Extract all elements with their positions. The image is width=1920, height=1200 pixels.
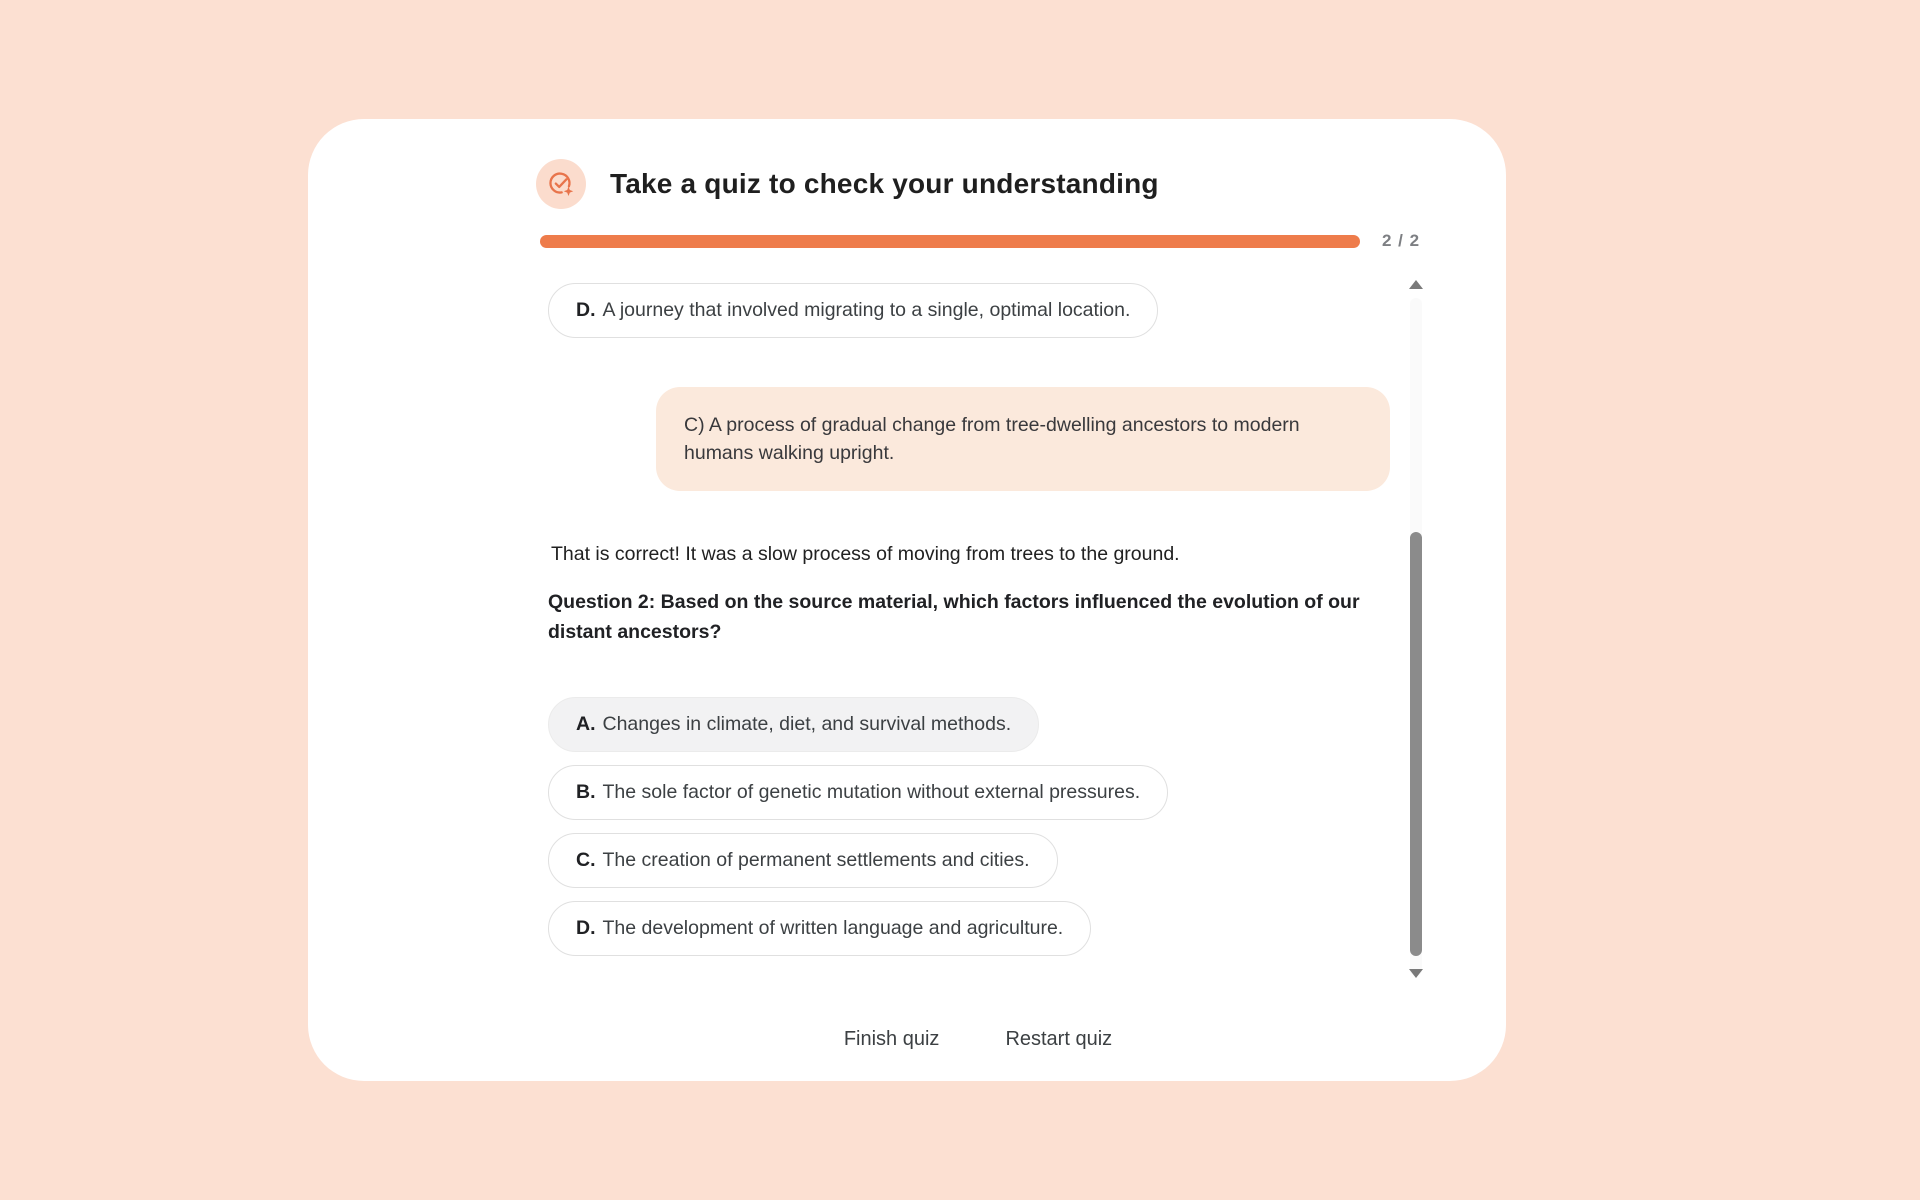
- option-letter: C.: [576, 849, 596, 871]
- progress-row: [540, 231, 1420, 251]
- quiz-header: [536, 159, 1159, 209]
- restart-quiz-button[interactable]: Restart quiz: [987, 1020, 1130, 1059]
- option-text: A journey that involved migrating to a single, optimal location.: [602, 299, 1131, 321]
- quiz-option-b[interactable]: [548, 765, 1168, 820]
- quiz-option-a[interactable]: [548, 697, 1039, 752]
- quiz-option-c[interactable]: [548, 833, 1058, 888]
- scroll-up-arrow-icon[interactable]: [1409, 280, 1423, 289]
- chat-scrollbar[interactable]: [1408, 274, 1424, 1004]
- finish-quiz-button[interactable]: Finish quiz: [826, 1020, 958, 1059]
- option-text: The sole factor of genetic mutation without external pressures.: [602, 781, 1141, 803]
- option-letter: A.: [576, 713, 596, 735]
- option-letter: D.: [576, 917, 596, 939]
- quiz-option-prev-d[interactable]: [548, 283, 1158, 338]
- option-letter: D.: [576, 299, 596, 321]
- scrollbar-thumb[interactable]: [1410, 532, 1422, 956]
- option-letter: B.: [576, 781, 596, 803]
- progress-bar: [540, 235, 1360, 248]
- quiz-option-d[interactable]: [548, 901, 1091, 956]
- quiz-check-badge-icon: [536, 159, 586, 209]
- quiz-title: Take a quiz to check your understanding: [610, 168, 1159, 199]
- feedback-text: That is correct! It was a slow process of moving from trees to the ground.: [551, 543, 1180, 565]
- option-text: The development of written language and agriculture.: [602, 917, 1064, 939]
- progress-label: 2 / 2: [1382, 231, 1421, 250]
- question-text: Question 2: Based on the source material, which factors influenced the evolution of our distant ancestors?: [548, 591, 1360, 643]
- user-answer-bubble: C) A process of gradual change from tree-dwelling ancestors to modern humans walking upright.: [656, 387, 1390, 491]
- option-text: The creation of permanent settlements and cities.: [602, 849, 1030, 871]
- quiz-panel: [308, 119, 1506, 1081]
- option-text: Changes in climate, diet, and survival methods.: [602, 713, 1012, 735]
- quiz-footer: [548, 1020, 1408, 1059]
- scroll-down-arrow-icon[interactable]: [1409, 969, 1423, 978]
